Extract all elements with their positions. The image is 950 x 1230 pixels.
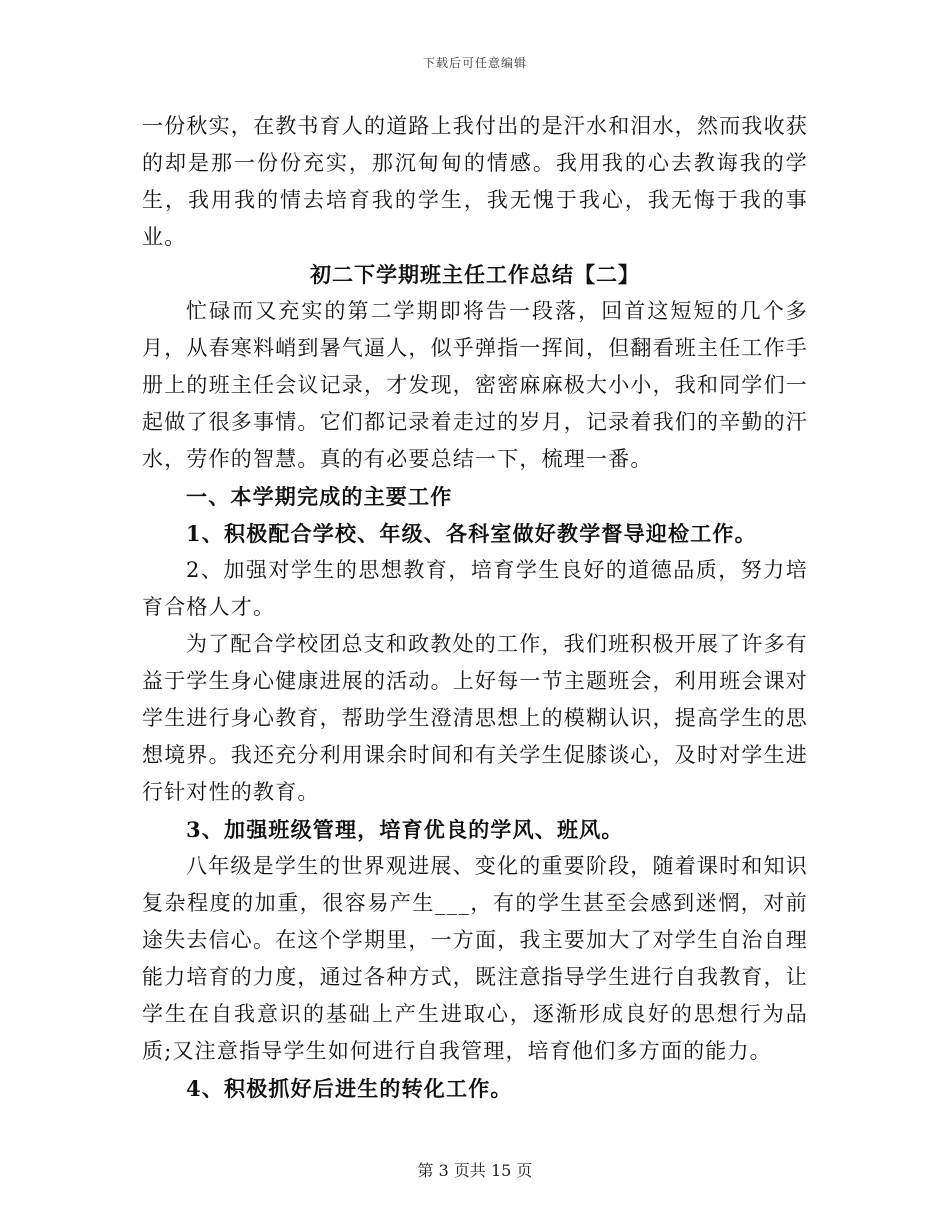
header-note: 下载后可任意编辑 [422,56,527,70]
document-body [142,108,808,1107]
paragraph-class-management: 八年级是学生的世界观进展、变化的重要阶段，随着课时和知识复杂程度的加重，很容易产生___，有的学生甚至会感到迷惘，对前途失去信心。在这个学期里，一方面，我主要加大了对学生自治自理能力培育的力度，通过各种方式，既注意指导学生进行自我教育，让学生在自我意识的基础上产生进取心，逐渐形成良好的思想行为品质;又注意指导学生如何进行自我管理，培育他们多方面的能力。 [142,854,808,1063]
paragraph-moral-education: 为了配合学校团总支和政教处的工作，我们班积极开展了许多有益于学生身心健康进展的活动。上好每一节主题班会，利用班会课对学生进行身心教育，帮助学生澄清思想上的模糊认识，提高学生的思想境界。我还充分利用课余时间和有关学生促膝谈心，及时对学生进行针对性的教育。 [142,632,808,804]
paragraph-intro: 忙碌而又充实的第二学期即将告一段落，回首这短短的几个多月，从春寒料峭到暑气逼人，似乎弹指一挥间，但翻看班主任工作手册上的班主任会议记录，才发现，密密麻麻极大小小，我和同学们一起做了很多事情。它们都记录着走过的岁月，记录着我们的辛勤的汗水，劳作的智慧。真的有必要总结一下，梳理一番。 [142,299,808,471]
heading-item-4: 4、积极抓好后进生的转化工作。 [186,1076,513,1101]
section-title: 初二下学期班主任工作总结【二】 [310,262,640,287]
heading-main-work: 一、本学期完成的主要工作 [186,484,453,509]
paragraph-continuation: 一份秋实，在教书育人的道路上我付出的是汗水和泪水，然而我收获的却是那一份份充实，那沉甸甸的情感。我用我的心去教诲我的学生，我用我的情去培育我的学生，我无愧于我心，我无悔于我的事业。 [142,114,808,249]
heading-item-1: 1、积极配合学校、年级、各科室做好教学督导迎检工作。 [186,521,757,546]
page-number-footer: 第 3 页共 15 页 [417,1161,533,1180]
heading-item-3: 3、加强班级管理，培育优良的学风、班风。 [186,817,624,842]
heading-item-2: 2、加强对学生的思想教育，培育学生良好的道德品质，努力培育合格人才。 [142,558,808,619]
